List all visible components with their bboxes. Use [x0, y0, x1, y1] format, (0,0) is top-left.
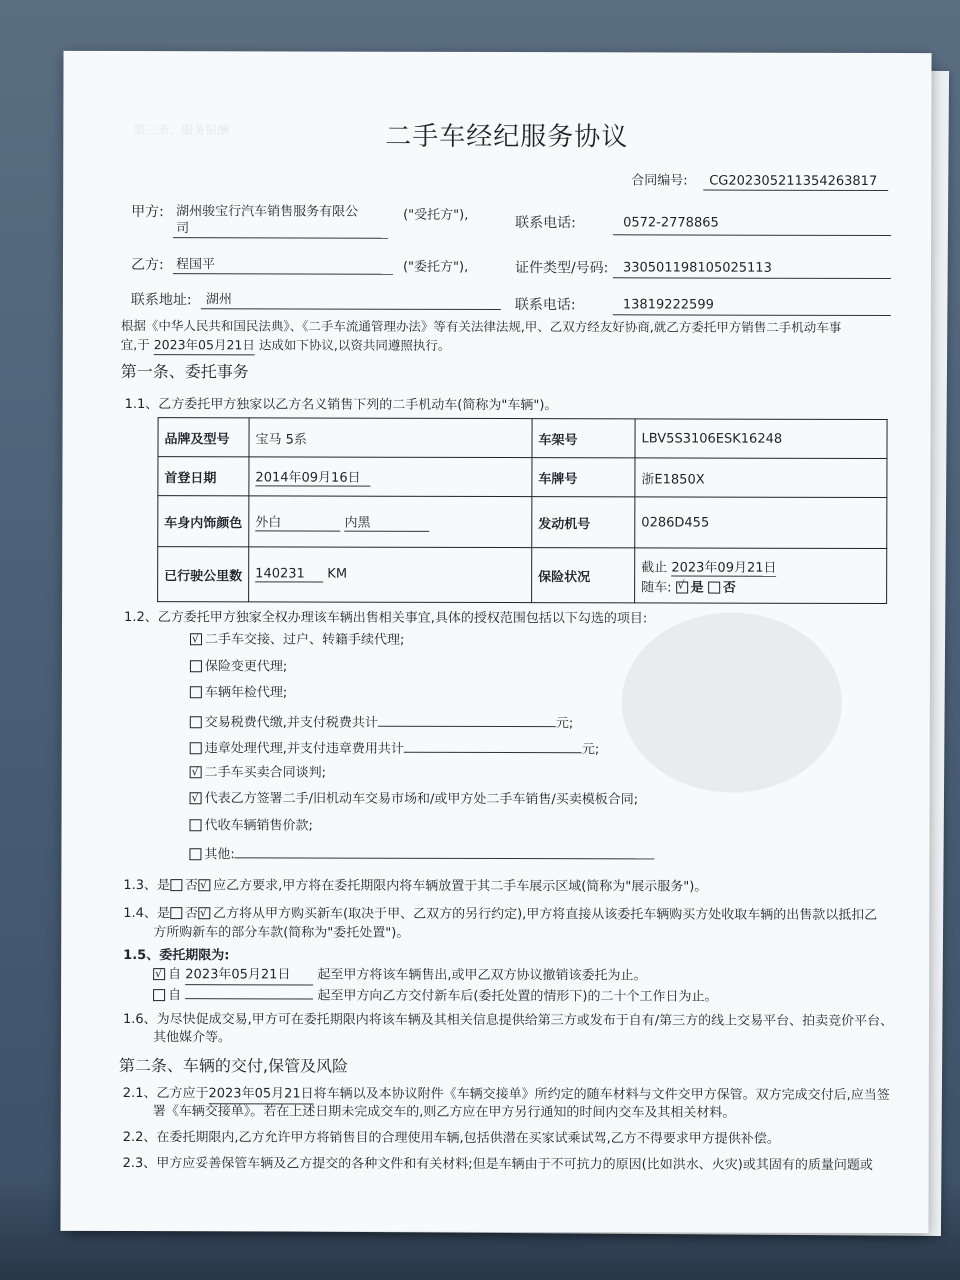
- address-value: 湖州: [205, 292, 232, 308]
- clause-2-3: 2.3、甲方应妥善保管车辆及乙方提交的各种文件和有关材料;但是车辆由于不可抗力的原因(比如洪水、火灾)或其固有的质量问题或: [122, 1156, 873, 1173]
- authorization-suffix: 元;: [581, 742, 600, 758]
- term-option-2: [153, 984, 718, 1006]
- authorization-label: 代收车辆销售价款;: [204, 817, 313, 834]
- authorization-checkbox[interactable]: [190, 792, 202, 804]
- authorization-item: [190, 711, 574, 733]
- clause-1-4-no-label: 否: [184, 906, 199, 922]
- term-option-2-pre: 自: [168, 988, 182, 1004]
- authorization-item: [190, 631, 404, 650]
- model-label: 品牌及型号: [158, 418, 249, 457]
- amount-blank: [235, 843, 655, 859]
- insurance-follow-label: 随车:: [641, 579, 672, 595]
- authorization-item: [190, 737, 600, 759]
- reg-date-cell: [249, 457, 532, 497]
- clause-1-4-line-2: 方所购新车的部分车款(简称为"委托处置")。: [153, 925, 410, 941]
- clause-1-3-no-label: 否: [185, 878, 199, 894]
- document-title: 二手车经纪服务协议: [385, 121, 629, 153]
- agreement-date: 2023年05月21日: [154, 336, 255, 355]
- clause-1-4-yes-label: 是: [156, 906, 171, 922]
- authorization-checkbox[interactable]: [189, 848, 201, 860]
- mileage-cell: [249, 547, 532, 603]
- clause-1-3-num: 1.3、: [123, 878, 158, 894]
- insurance-yes-label: 是: [690, 580, 704, 596]
- authorization-item: [190, 684, 287, 702]
- authorization-label: 其他:: [204, 847, 235, 863]
- party-a-name-2: 司: [176, 221, 190, 237]
- insurance-cell: [635, 548, 887, 604]
- plate-label: 车牌号: [532, 458, 635, 497]
- authorization-label: 保险变更代理;: [204, 658, 288, 674]
- bleed-through-text: 第三条、服务报酬: [133, 123, 230, 138]
- table-row: [158, 457, 887, 498]
- authorization-item: [189, 843, 654, 865]
- authorization-suffix: 元;: [555, 715, 574, 731]
- address-label: 联系地址:: [130, 292, 192, 309]
- insurance-yes-checkbox[interactable]: [676, 581, 688, 593]
- insurance-until: [641, 556, 880, 577]
- model-value: 宝马 5系: [249, 418, 532, 458]
- color-cell: [249, 496, 532, 548]
- table-row: [158, 418, 887, 459]
- clause-1-3: [123, 877, 707, 897]
- authorization-item: [190, 658, 287, 676]
- party-b-label: 乙方:: [130, 257, 164, 274]
- clause-2-1-pre: 2.1、乙方应于: [122, 1086, 209, 1102]
- clause-1-6-line-1: 1.6、为尽快促成交易,甲方可在委托期限内将该车辆及其相关信息提供给第三方或发布于自有/第三方的线上交易平台、拍卖竞价平台、: [122, 1012, 894, 1030]
- party-a-role: ("受托方"),: [403, 207, 469, 223]
- reg-date-label: 首登日期: [158, 457, 249, 496]
- insurance-label: 保险状况: [532, 548, 635, 603]
- party-b-phone: 13819222599: [622, 297, 714, 313]
- vehicle-info-table: [157, 417, 887, 604]
- plate-value: 浙E1850X: [635, 458, 887, 498]
- clause-1-4-yes-checkbox[interactable]: [170, 907, 182, 919]
- party-a-name-1: 湖州骏宝行汽车销售服务有限公: [176, 204, 359, 220]
- authorization-checkbox[interactable]: [190, 633, 202, 645]
- clause-1-4-text: 乙方将从甲方购买新车(取决于甲、乙双方的另行约定),甲方将直接从该委托车辆购买方处收取车辆的出售款以抵扣乙: [212, 906, 878, 923]
- clause-1-2-intro: 1.2、乙方委托甲方独家全权办理该车辆出售相关事宜,具体的授权范围包括以下勾选的项目:: [124, 610, 648, 627]
- party-a-label: 甲方:: [131, 204, 164, 221]
- clause-1-3-text: 应乙方要求,甲方将在委托期限内将车辆放置于其二手车展示区域(简称为"展示服务")。: [213, 878, 708, 895]
- insurance-no-label: 否: [722, 580, 736, 596]
- party-a-phone-underline: [613, 234, 891, 236]
- contract-no-label: 合同编号:: [631, 173, 688, 189]
- clause-1-3-no-checkbox[interactable]: [198, 879, 210, 891]
- contract-no-underline: [703, 190, 888, 191]
- authorization-item: [189, 817, 312, 835]
- insurance-until-pre: 截止: [641, 559, 668, 575]
- clause-1-1: 1.1、乙方委托甲方独家以乙方名义销售下列的二手机动车(简称为"车辆")。: [124, 397, 558, 414]
- engine-value: 0286D455: [635, 497, 887, 549]
- authorization-checkbox[interactable]: [190, 766, 202, 778]
- article-2-title: 第二条、车辆的交付,保管及风险: [118, 1056, 349, 1076]
- vin-value: LBV5S3106ESK16248: [635, 419, 887, 459]
- address-underline: [201, 308, 501, 310]
- intro-pre: 宜,于: [120, 337, 150, 353]
- table-row: [158, 496, 887, 549]
- clause-1-5-title: 1.5、委托期限为:: [123, 948, 230, 964]
- clause-1-4-line-1: [123, 905, 877, 925]
- insurance-follow: [641, 576, 880, 596]
- term-option-2-checkbox[interactable]: [153, 989, 165, 1001]
- contract-no-value: CG202305211354263817: [709, 173, 878, 189]
- authorization-checkbox[interactable]: [190, 819, 202, 831]
- paper-shading: [622, 612, 842, 793]
- party-b-underline: [173, 273, 393, 275]
- intro-post: 达成如下协议,以资共同遵照执行。: [258, 337, 451, 353]
- clause-2-1-line-2: 署《车辆交接单》。若在上述日期未完成交车的,则乙方应在甲方另行通知的时间内交车及其相关材料。: [152, 1104, 736, 1121]
- insurance-no-checkbox[interactable]: [708, 581, 720, 593]
- clause-1-4-num: 1.4、: [123, 906, 157, 922]
- party-a-phone: 0572-2778865: [623, 215, 719, 231]
- clause-2-1-post: 将车辆以及本协议附件《车辆交接单》所约定的随车材料与文件交甲方保管。双方完成交付后,应当签: [313, 1086, 890, 1104]
- article-1-title: 第一条、委托事务: [120, 362, 249, 382]
- mileage-label: 已行驶公里数: [158, 547, 249, 602]
- term-option-2-date-blank: [185, 984, 313, 999]
- intro-line-2: [121, 336, 451, 356]
- authorization-item: [190, 790, 639, 809]
- mileage-unit: KM: [327, 566, 348, 582]
- authorization-checkbox[interactable]: [190, 660, 202, 672]
- party-b-name: 程国平: [175, 257, 216, 273]
- authorization-label: 交易税费代缴,并支付税费共计: [204, 714, 378, 731]
- exterior-color: 外白: [255, 511, 340, 531]
- authorization-label: 二手车交接、过户、转籍手续代理;: [204, 632, 405, 648]
- party-a-phone-label: 联系电话:: [515, 215, 576, 232]
- authorization-label: 车辆年检代理;: [204, 685, 288, 701]
- reg-date-value: 2014年09月16日: [255, 466, 370, 486]
- party-b-id-label: 证件类型/号码:: [514, 260, 609, 277]
- term-option-1-date: 2023年05月21日: [185, 966, 313, 985]
- term-option-1-checkbox[interactable]: [153, 968, 165, 980]
- contract-page: [60, 51, 931, 1233]
- interior-color: 内黑: [344, 512, 429, 532]
- term-option-2-text: 起至甲方向乙方交付新车后(委托处置的情形下)的二十个工作日为止。: [317, 988, 718, 1005]
- vin-label: 车架号: [532, 419, 635, 458]
- authorization-label: 二手车买卖合同谈判;: [204, 764, 327, 781]
- intro-line-1: 根据《中华人民共和国民法典》、《二手车流通管理办法》等有关法律法规,甲、乙双方经友好协商,就乙方委托甲方销售二手机动车事: [120, 318, 842, 335]
- authorization-checkbox[interactable]: [190, 686, 202, 698]
- party-b-phone-label: 联系电话:: [514, 297, 576, 314]
- term-option-1-text: 起至甲方将该车辆售出,或甲乙双方协议撤销该委托为止。: [317, 967, 647, 984]
- amount-blank: [378, 711, 556, 726]
- clause-2-1-date: 2023年05月21日: [208, 1085, 313, 1104]
- engine-label: 发动机号: [532, 497, 635, 548]
- authorization-checkbox[interactable]: [190, 742, 202, 754]
- term-option-1-pre: 自: [168, 967, 182, 983]
- party-b-id-underline: [613, 277, 891, 279]
- party-a-underline: [173, 237, 388, 239]
- insurance-until-date: 2023年09月21日: [671, 556, 776, 576]
- authorization-item: [190, 764, 326, 782]
- authorization-checkbox[interactable]: [190, 716, 202, 728]
- mileage-value: 140231: [255, 566, 323, 582]
- clause-1-4-no-checkbox[interactable]: [198, 907, 210, 919]
- clause-1-3-yes-checkbox[interactable]: [170, 879, 182, 891]
- party-b-role: ("委托方"),: [402, 259, 469, 275]
- party-b-id: 330501198105025113: [622, 260, 772, 276]
- color-label: 车身内饰颜色: [158, 496, 249, 547]
- authorization-label: 代表乙方签署二手/旧机动车交易市场和/或甲方处二手车销售/买卖模板合同;: [204, 791, 639, 808]
- clause-2-2: 2.2、在委托期限内,乙方允许甲方将销售目的合理使用车辆,包括供潜在买家试乘试驾,乙方不得要求甲方提供补偿。: [122, 1130, 780, 1147]
- amount-blank: [404, 738, 582, 753]
- clause-1-6-line-2: 其他媒介等。: [152, 1030, 231, 1046]
- table-row: [158, 547, 887, 604]
- party-b-phone-underline: [613, 314, 891, 316]
- clause-1-3-yes-label: 是: [157, 878, 171, 894]
- authorization-label: 违章处理代理,并支付违章费用共计: [204, 741, 404, 757]
